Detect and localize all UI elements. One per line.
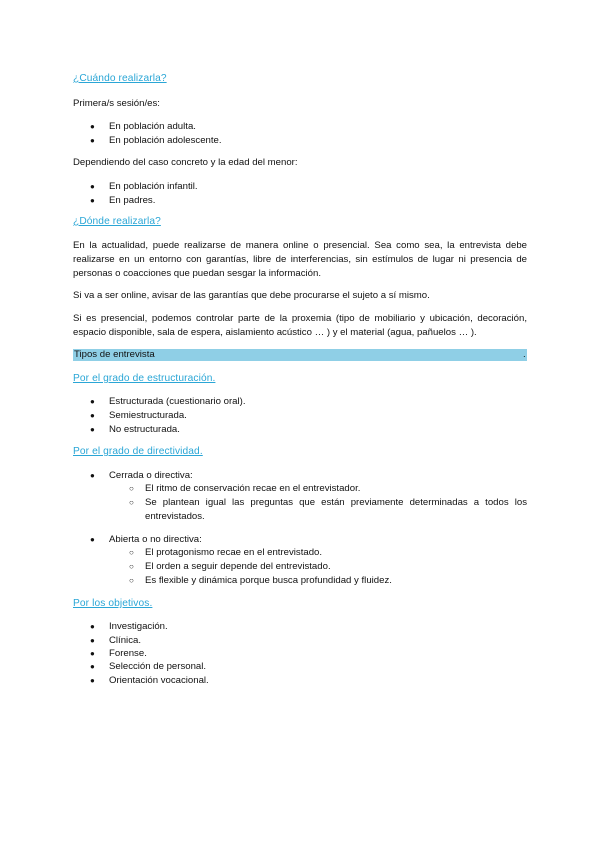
sub-list-item-continuation: entrevistados. (145, 511, 205, 522)
heading-cuando: ¿Cuándo realizarla? (73, 73, 167, 84)
heading-directividad: Por el grado de directividad. (73, 446, 203, 457)
primera-sesion-label: Primera/s sesión/es: (73, 98, 160, 109)
list-item: Investigación. (109, 621, 168, 632)
heading-estructuracion: Por el grado de estructuración. (73, 373, 216, 384)
list-item: En padres. (109, 195, 156, 206)
subbullet-icon: ○ (129, 576, 134, 585)
sub-list-item: Es flexible y dinámica porque busca profundidad y fluidez. (145, 575, 392, 586)
list-item-abierta: Abierta o no directiva: (109, 534, 202, 545)
bullet-icon: ● (90, 649, 95, 658)
bullet-icon: ● (90, 122, 95, 131)
sub-list-item: El orden a seguir depende del entrevistado. (145, 561, 331, 572)
list-item: Selección de personal. (109, 661, 207, 672)
bullet-icon: ● (90, 471, 95, 480)
list-item: Orientación vocacional. (109, 675, 209, 686)
heading-objetivos: Por los objetivos. (73, 598, 153, 609)
bullet-icon: ● (90, 397, 95, 406)
list-item: En población adulta. (109, 121, 196, 132)
bullet-icon: ● (90, 662, 95, 671)
section-title: Tipos de entrevista (74, 349, 155, 360)
online-paragraph: Si va a ser online, avisar de las garantías que debe procurarse el sujeto a sí mismo. (73, 290, 430, 301)
paragraph-line: Si es presencial, podemos controlar parte de la proxemia (tipo de mobiliario y ubicación, decoración, (73, 313, 527, 324)
subbullet-icon: ○ (129, 498, 134, 507)
bullet-icon: ● (90, 182, 95, 191)
section-title-period: . (523, 349, 526, 360)
sub-list-item: Se plantean igual las preguntas que están previamente determinadas a todos los (145, 497, 527, 508)
list-item: En población adolescente. (109, 135, 222, 146)
list-item: Forense. (109, 648, 147, 659)
subbullet-icon: ○ (129, 484, 134, 493)
bullet-icon: ● (90, 622, 95, 631)
bullet-icon: ● (90, 196, 95, 205)
bullet-icon: ● (90, 535, 95, 544)
bullet-icon: ● (90, 676, 95, 685)
list-item: No estructurada. (109, 424, 180, 435)
sub-list-item: El protagonismo recae en el entrevistado. (145, 547, 323, 558)
list-item: Clínica. (109, 635, 141, 646)
subbullet-icon: ○ (129, 562, 134, 571)
paragraph-line: En la actualidad, puede realizarse de manera online o presencial. Sea como sea, la entrevista debe (73, 240, 527, 251)
list-item: En población infantil. (109, 181, 198, 192)
bullet-icon: ● (90, 425, 95, 434)
paragraph-line: personas o coacciones que puedan sesgar la información. (73, 268, 321, 279)
heading-donde: ¿Dónde realizarla? (73, 216, 161, 227)
bullet-icon: ● (90, 136, 95, 145)
dependiendo-label: Dependiendo del caso concreto y la edad del menor: (73, 157, 298, 168)
sub-list-item: El ritmo de conservación recae en el entrevistador. (145, 483, 361, 494)
list-item: Semiestructurada. (109, 410, 187, 421)
list-item: Estructurada (cuestionario oral). (109, 396, 246, 407)
paragraph-line: espacio disponible, sala de espera, aislamiento acústico … ) y el material (agua, pañuelos … ). (73, 327, 477, 338)
bullet-icon: ● (90, 636, 95, 645)
paragraph-line: realizarse en un entorno con garantías, libre de interferencias, sin estímulos de lugar ni presencia de (73, 254, 527, 265)
list-item-cerrada: Cerrada o directiva: (109, 470, 193, 481)
subbullet-icon: ○ (129, 548, 134, 557)
bullet-icon: ● (90, 411, 95, 420)
